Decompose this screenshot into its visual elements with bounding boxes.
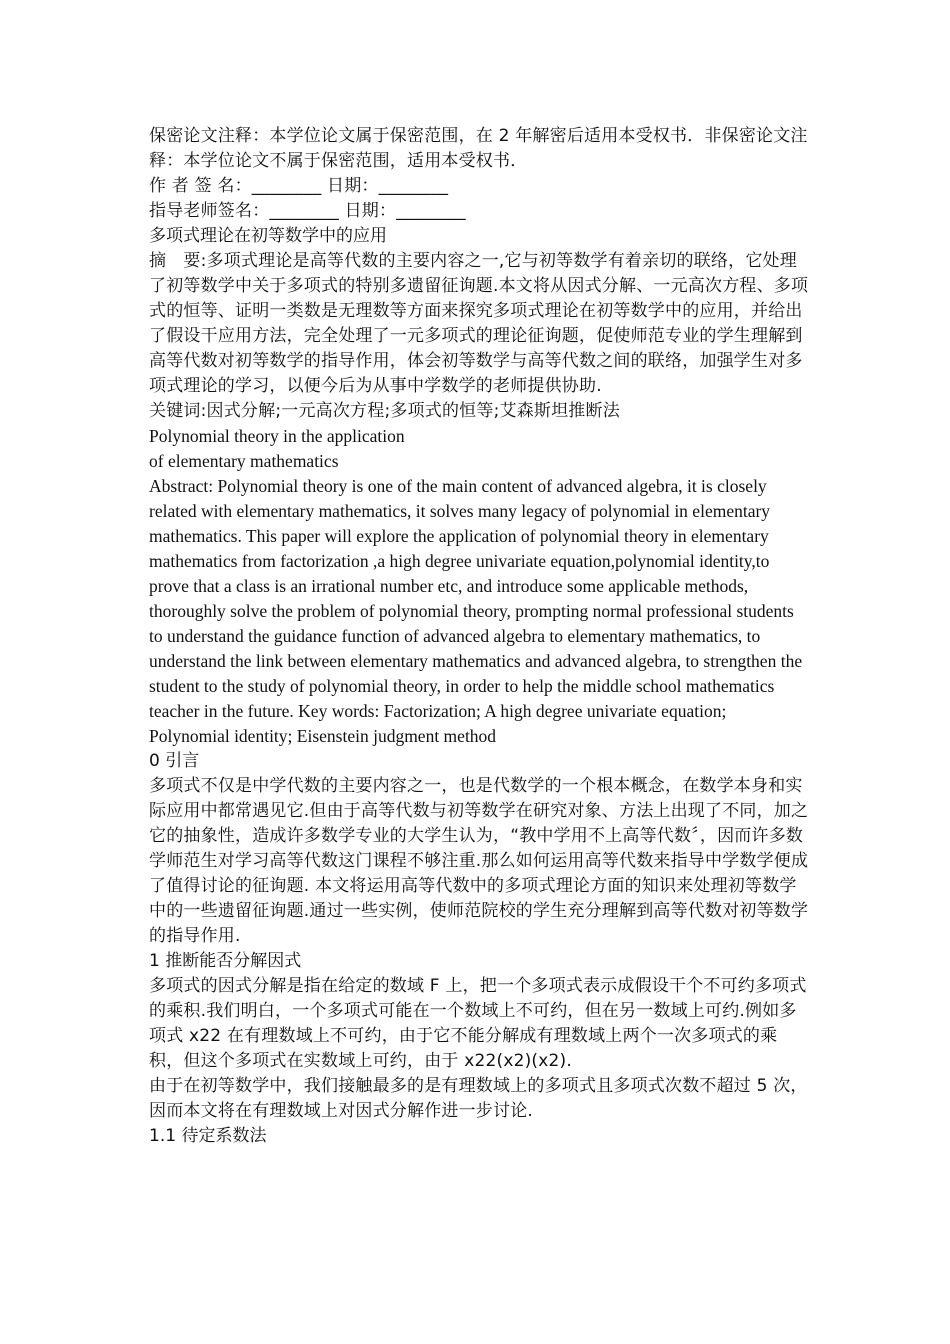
english-title-line1: Polynomial theory in the application [149,426,405,446]
author-signature-line: 作 者 签 名：________ 日期：________ [149,176,449,196]
section-1-heading: 1 推断能否分解因式 [149,951,302,971]
english-abstract: Abstract: Polynomial theory is one of the main content of advanced algebra, it is closely related with elementary mathematics, it solves many legacy of polynomial in elementary mathematics. This paper will explore the application of polynomial theory in elementary mathematics from factorization ,a high degree univariate equation,polynomial identity,to prove that a class is an irrational number etc, and introduce some applicable methods, thoroughly solve the problem of polynomial theory, prompting normal professional students to understand the guidance function of advanced algebra to elementary mathematics, to understand the link between elementary mathematics and advanced algebra, to strengthen the student to the study of polynomial theory, in order to help the middle school mathematics teacher in the future. Key words: Factorization; A high degree univariate equation; Polynomial identity; Eisenstein judgment method [149,476,803,746]
chinese-title: 多项式理论在初等数学中的应用 [149,226,387,246]
document-page [149,124,809,1149]
section-0-heading: 0 引言 [149,751,200,771]
chinese-keywords: 关键词:因式分解;一元高次方程;多项式的恒等;艾森斯坦推断法 [149,401,620,421]
chinese-abstract: 摘 要:多项式理论是高等代数的主要内容之一,它与初等数学有着亲切的联络，它处理了初等数学中关于多项式的特别多遗留征询题.本文将从因式分解、一元高次方程、多项式的恒等、证明一类数是无理数等方面来探究多项式理论在初等数学中的应用，并给出了假设干应用方法，完全处理了一元多项式的理论征询题，促使师范专业的学生理解到高等代数对初等数学的指导作用，体会初等数学与高等代数之间的联络，加强学生对多项式理论的学习，以便今后为从事中学数学的老师提供协助. [149,251,809,396]
section-1-paragraph-1: 多项式的因式分解是指在给定的数域 F 上，把一个多项式表示成假设干个不可约多项式的乘积.我们明白，一个多项式可能在一个数域上不可约，但在另一数域上可约.例如多项式 x22 在有理数域上不可约，由于它不能分解成有理数域上两个一次多项式的乘积，但这个多项式在实数域上可约，由于 x22(x2)(x2). [149,976,807,1071]
section-1-1-heading: 1.1 待定系数法 [149,1126,267,1146]
confidentiality-notice: 保密论文注释：本学位论文属于保密范围，在 2 年解密后适用本受权书．非保密论文注释：本学位论文不属于保密范围，适用本受权书． [149,126,808,171]
advisor-signature-line: 指导老师签名：________ 日期：________ [149,201,466,221]
section-1-paragraph-2: 由于在初等数学中，我们接触最多的是有理数域上的多项式且多项式次数不超过 5 次，因而本文将在有理数域上对因式分解作进一步讨论. [149,1076,808,1121]
section-0-body: 多项式不仅是中学代数的主要内容之一，也是代数学的一个根本概念，在数学本身和实际应用中都常遇见它.但由于高等代数与初等数学在研究对象、方法上出现了不同，加之它的抽象性，造成许多数学专业的大学生认为，“教中学用不上高等代数〞，因而许多数学师范生对学习高等代数这门课程不够注重.那么如何运用高等代数来指导中学数学便成了值得讨论的征询题. 本文将运用高等代数中的多项式理论方面的知识来处理初等数学中的一些遗留征询题.通过一些实例，使师范院校的学生充分理解到高等代数对初等数学的指导作用. [149,776,809,946]
english-title-line2: of elementary mathematics [149,451,339,471]
